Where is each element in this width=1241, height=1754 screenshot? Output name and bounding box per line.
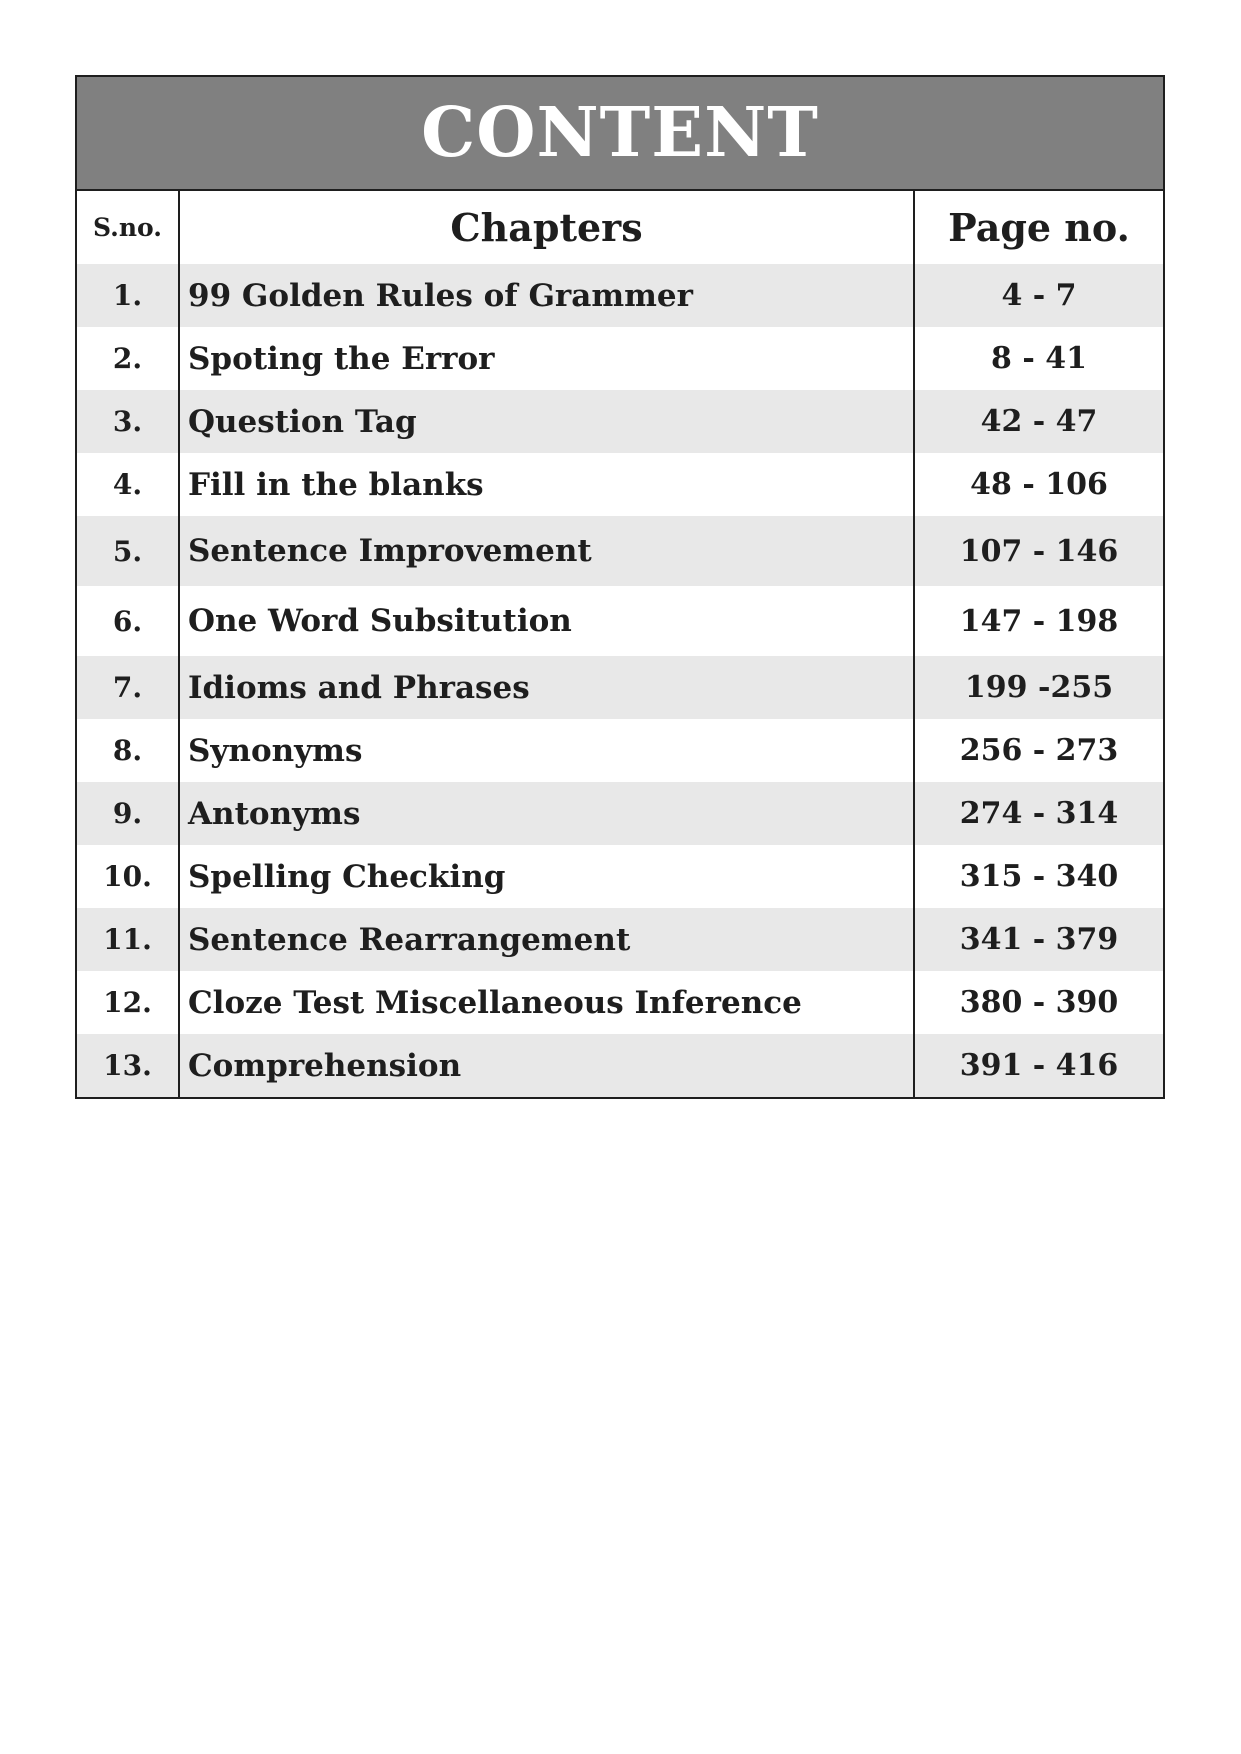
row-pages: 147 - 198 xyxy=(959,603,1119,639)
table-row xyxy=(77,971,1163,1034)
row-pages: 380 - 390 xyxy=(959,985,1119,1020)
row-pages: 341 - 379 xyxy=(959,922,1119,957)
row-sno: 1. xyxy=(77,264,180,327)
row-pages: 48 - 106 xyxy=(970,467,1108,502)
row-sno: 9. xyxy=(77,782,180,845)
row-sno: 2. xyxy=(77,327,180,390)
row-chapter: 99 Golden Rules of Grammer xyxy=(180,264,915,327)
contents-title: CONTENT xyxy=(421,93,819,173)
contents-title-banner xyxy=(77,77,1163,191)
table-row xyxy=(77,586,1163,656)
row-pages: 8 - 41 xyxy=(991,341,1087,376)
row-pages: 391 - 416 xyxy=(959,1048,1119,1083)
table-row xyxy=(77,656,1163,719)
row-chapter: Fill in the blanks xyxy=(180,453,915,516)
row-sno: 4. xyxy=(77,453,180,516)
contents-table xyxy=(75,75,1165,1099)
row-sno: 3. xyxy=(77,390,180,453)
row-chapter: Cloze Test Miscellaneous Inference xyxy=(180,971,915,1034)
table-row xyxy=(77,908,1163,971)
row-chapter: Sentence Improvement xyxy=(180,516,915,586)
table-row xyxy=(77,327,1163,390)
row-chapter: Idioms and Phrases xyxy=(180,656,915,719)
table-header-row xyxy=(77,191,1163,264)
table-row xyxy=(77,264,1163,327)
header-page-no: Page no. xyxy=(948,205,1130,250)
row-pages: 274 - 314 xyxy=(959,796,1119,831)
table-row xyxy=(77,390,1163,453)
header-sno: S.no. xyxy=(77,191,180,264)
table-row xyxy=(77,453,1163,516)
row-chapter: Spelling Checking xyxy=(180,845,915,908)
row-sno: 6. xyxy=(77,586,180,656)
row-sno: 10. xyxy=(77,845,180,908)
row-sno: 8. xyxy=(77,719,180,782)
table-row xyxy=(77,719,1163,782)
row-sno: 11. xyxy=(77,908,180,971)
table-row xyxy=(77,1034,1163,1097)
header-chapters: Chapters xyxy=(180,191,915,264)
row-chapter: Spoting the Error xyxy=(180,327,915,390)
row-pages: 107 - 146 xyxy=(959,533,1119,569)
row-pages: 4 - 7 xyxy=(1001,278,1077,313)
table-row xyxy=(77,516,1163,586)
row-sno: 7. xyxy=(77,656,180,719)
row-pages: 256 - 273 xyxy=(959,733,1119,768)
row-pages: 42 - 47 xyxy=(980,404,1098,439)
row-chapter: Antonyms xyxy=(180,782,915,845)
row-pages: 199 -255 xyxy=(964,670,1114,705)
row-pages: 315 - 340 xyxy=(959,859,1119,894)
table-row xyxy=(77,845,1163,908)
row-sno: 13. xyxy=(77,1034,180,1097)
row-chapter: One Word Subsitution xyxy=(180,586,915,656)
row-chapter: Comprehension xyxy=(180,1034,915,1097)
row-chapter: Sentence Rearrangement xyxy=(180,908,915,971)
row-sno: 12. xyxy=(77,971,180,1034)
row-chapter: Synonyms xyxy=(180,719,915,782)
table-row xyxy=(77,782,1163,845)
row-chapter: Question Tag xyxy=(180,390,915,453)
row-sno: 5. xyxy=(77,516,180,586)
